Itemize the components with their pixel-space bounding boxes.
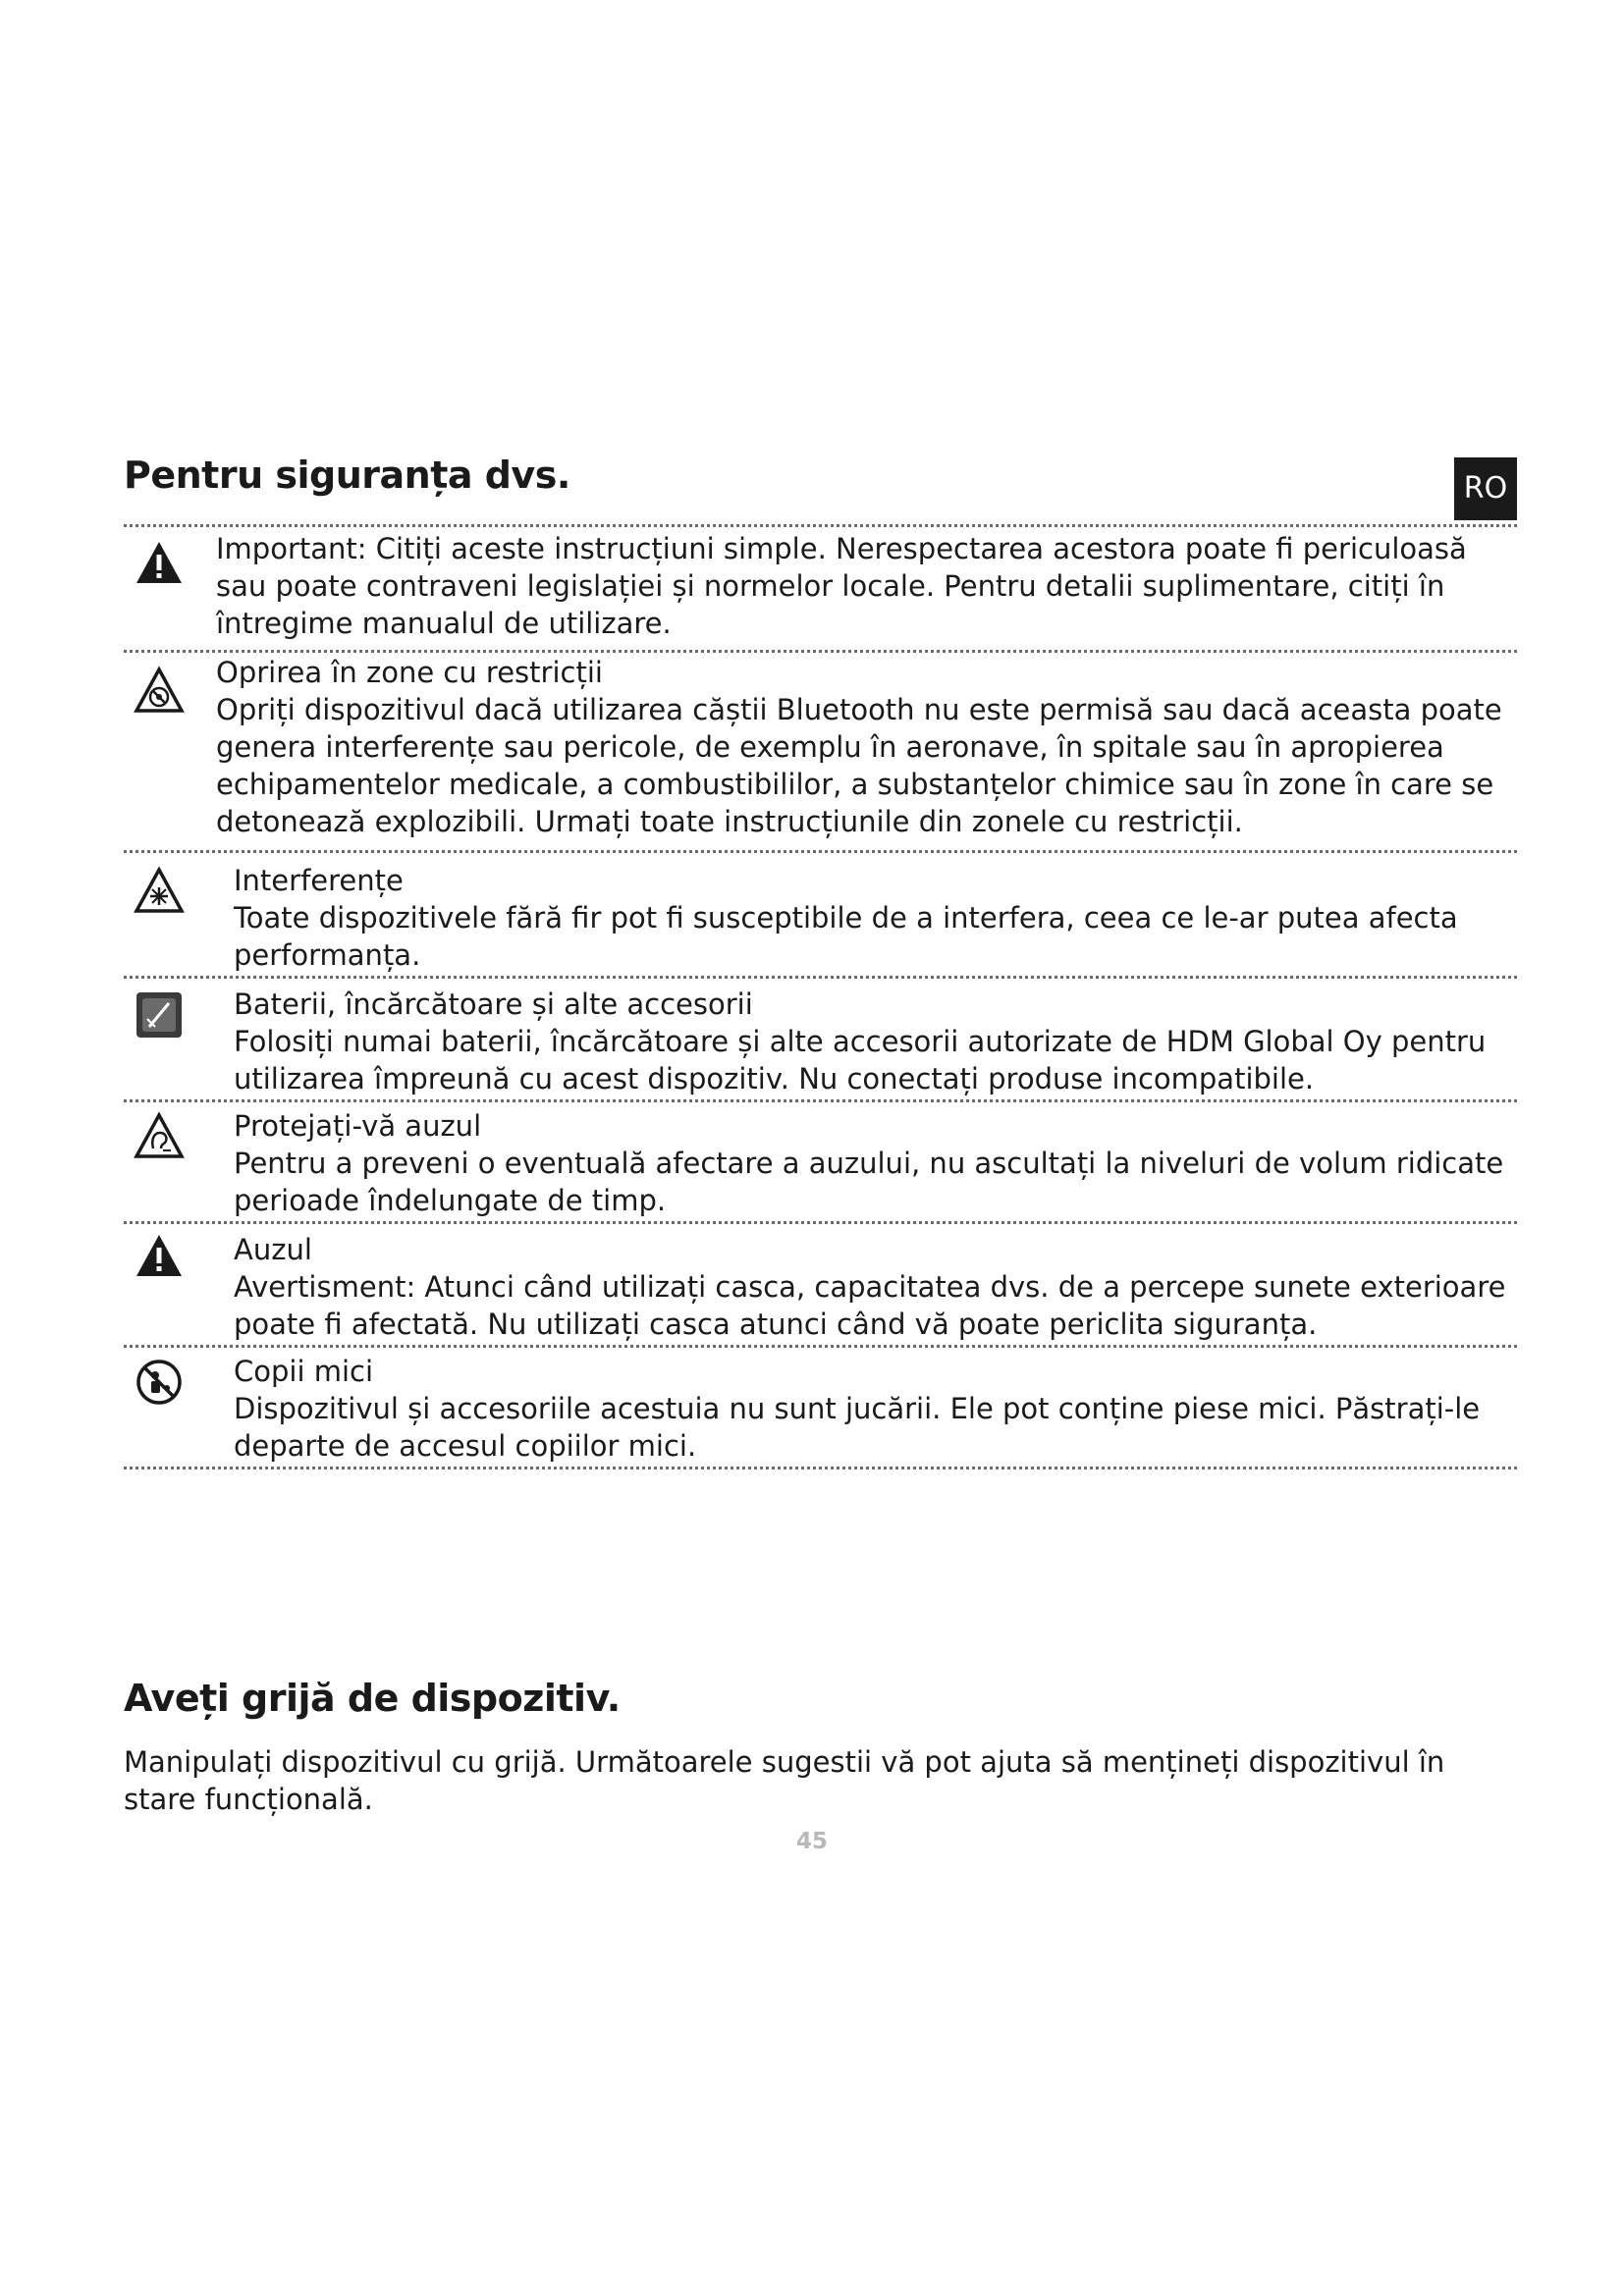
divider [124, 1345, 1517, 1348]
no-small-children-icon [134, 1357, 185, 1408]
divider [124, 1099, 1517, 1102]
divider [124, 850, 1517, 853]
safety-item-small-children [124, 1353, 1517, 1467]
safety-item-hearing-warning [124, 1231, 1517, 1345]
safety-item-text [234, 862, 1512, 974]
safety-item-body: Folosiți numai baterii, încărcătoare și alte accesorii autorizate de HDM Global Oy pentru utilizarea împreună cu acest dispozitiv. Nu conectați produse incompatibile. [234, 1025, 1487, 1095]
care-section-title: Aveți grijă de dispozitiv. [124, 1677, 621, 1720]
safety-item-batteries [124, 986, 1517, 1097]
safety-item-title: Auzul [234, 1233, 312, 1266]
safety-item-body: Avertisment: Atunci când utilizați casca, capacitatea dvs. de a percepe sunete exterioare poate fi afectată. Nu utilizați casca atunci când vă poate periclita siguranța. [234, 1270, 1506, 1341]
safety-item-title: Protejați-vă auzul [234, 1109, 482, 1143]
safety-item-body: Opriți dispozitivul dacă utilizarea căștii Bluetooth nu este permisă sau dacă aceasta poate genera interferențe sau pericole, de exemplu în aeronave, în spitale sau în apropierea echipamentelor medicale, a combustibililor, a substanțelor chimice sau în zone în care se detonează explozibili. Urmați toate instrucțiunile din zonele cu restricții. [216, 693, 1502, 838]
safety-item-text [216, 654, 1512, 840]
warning-filled-icon [134, 538, 185, 589]
battery-accessories-icon [134, 989, 185, 1041]
safety-item-text [216, 530, 1512, 642]
warning-filled-icon [134, 1231, 185, 1282]
interference-icon [134, 866, 185, 917]
safety-item-important [124, 530, 1517, 648]
divider [124, 524, 1517, 527]
divider [124, 1467, 1517, 1469]
safety-item-text [234, 986, 1512, 1097]
safety-item-body: Dispozitivul și accesoriile acestuia nu sunt jucării. Ele pot conține piese mici. Păstrați-le departe de accesul copiilor mici. [234, 1392, 1481, 1463]
safety-item-body: Toate dispozitivele fără fir pot fi susceptibile de a interfera, ceea ce le-ar putea afecta performanța. [234, 901, 1458, 972]
safety-section-title: Pentru siguranța dvs. [124, 454, 570, 497]
safety-item-hearing-protection [124, 1107, 1517, 1221]
divider [124, 976, 1517, 979]
hearing-protection-icon [134, 1111, 185, 1162]
restricted-area-icon [134, 666, 185, 717]
safety-item-body: Important: Citiți aceste instrucțiuni simple. Nerespectarea acestora poate fi periculoasă sau poate contraveni legislației și normelor locale. Pentru detalii suplimentare, citiți în întregime manualul de utilizare. [216, 532, 1467, 640]
safety-item-title: Copii mici [234, 1355, 374, 1388]
safety-item-restricted-areas [124, 654, 1517, 846]
divider [124, 1221, 1517, 1224]
safety-item-body: Pentru a preveni o eventuală afectare a auzului, nu ascultați la niveluri de volum ridicate perioade îndelungate de timp. [234, 1147, 1504, 1217]
safety-item-title: Oprirea în zone cu restricții [216, 656, 603, 689]
page-number: 45 [795, 1829, 828, 1854]
safety-item-title: Baterii, încărcătoare și alte accesorii [234, 988, 753, 1021]
safety-item-title: Interferențe [234, 864, 404, 897]
divider [124, 650, 1517, 653]
care-section-body: Manipulați dispozitivul cu grijă. Următoarele sugestii vă pot ajuta să mențineți dispozitivul în stare funcțională. [124, 1745, 1445, 1816]
safety-item-text [234, 1107, 1512, 1219]
safety-item-text [234, 1231, 1512, 1343]
safety-item-interference [124, 862, 1517, 976]
safety-item-text [234, 1353, 1512, 1465]
language-badge: RO [1454, 457, 1517, 520]
